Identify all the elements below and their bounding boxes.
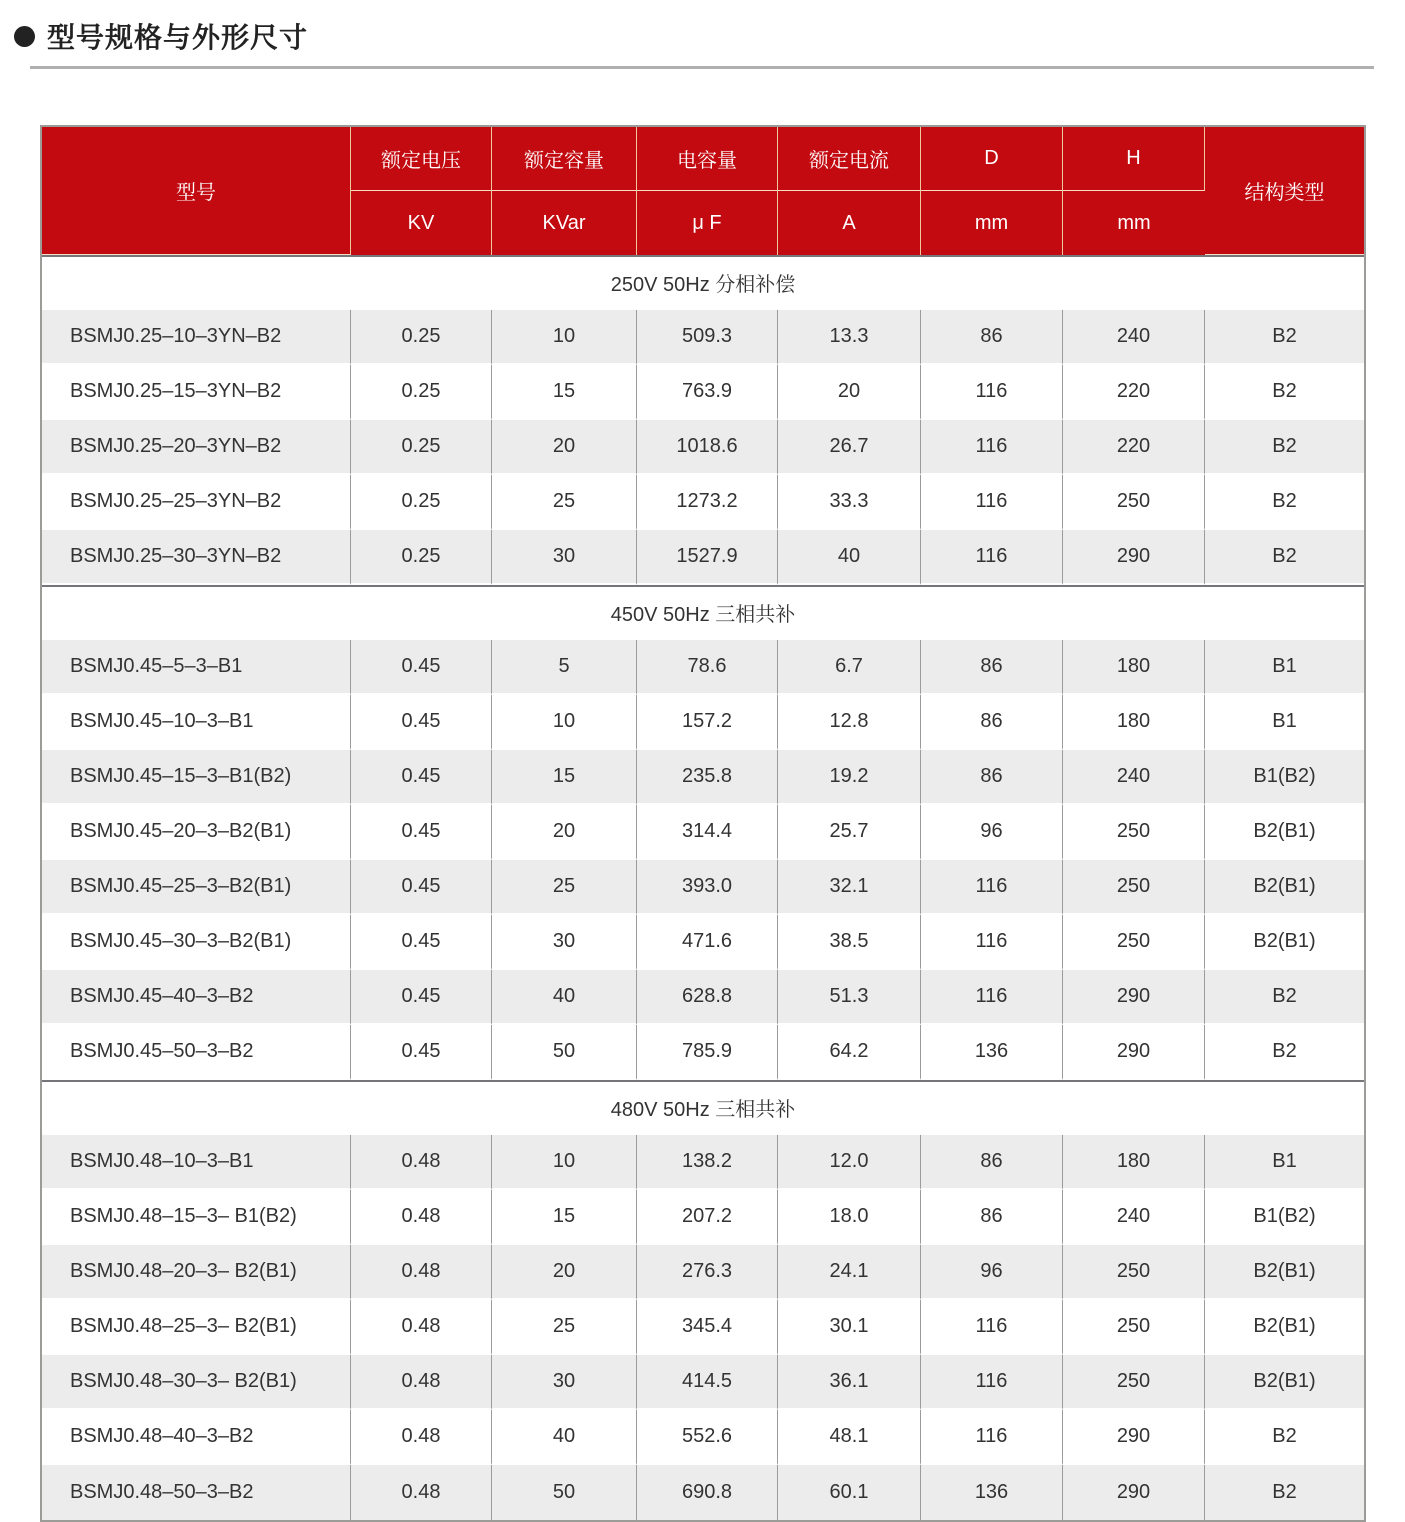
- cell-structure: B1: [1205, 1135, 1364, 1190]
- table-row: [42, 805, 1364, 860]
- cell-d_mm: 86: [921, 310, 1063, 365]
- table-row: [42, 310, 1364, 365]
- cell-model: BSMJ0.45–20–3–B2(B1): [42, 805, 351, 860]
- cell-capacitance_uf: 785.9: [637, 1025, 778, 1080]
- cell-current_a: 13.3: [778, 310, 921, 365]
- section-heading: [0, 0, 1405, 56]
- cell-voltage_kv: 0.48: [351, 1245, 492, 1300]
- cell-voltage_kv: 0.45: [351, 915, 492, 970]
- cell-current_a: 25.7: [778, 805, 921, 860]
- cell-voltage_kv: 0.25: [351, 530, 492, 585]
- table-row: [42, 860, 1364, 915]
- cell-current_a: 12.8: [778, 695, 921, 750]
- cell-current_a: 36.1: [778, 1355, 921, 1410]
- cell-capacitance_uf: 1273.2: [637, 475, 778, 530]
- cell-structure: B2: [1205, 1025, 1364, 1080]
- cell-capacity_kvar: 15: [492, 750, 637, 805]
- header-capacitance: 电容量: [637, 127, 778, 191]
- cell-capacity_kvar: 25: [492, 475, 637, 530]
- cell-h_mm: 180: [1063, 1135, 1205, 1190]
- section-row: [42, 585, 1364, 640]
- cell-capacitance_uf: 138.2: [637, 1135, 778, 1190]
- cell-structure: B2: [1205, 1410, 1364, 1465]
- spec-table: [40, 125, 1366, 1522]
- cell-h_mm: 250: [1063, 1300, 1205, 1355]
- table-row: [42, 1300, 1364, 1355]
- cell-model: BSMJ0.48–40–3–B2: [42, 1410, 351, 1465]
- cell-model: BSMJ0.45–10–3–B1: [42, 695, 351, 750]
- cell-d_mm: 96: [921, 1245, 1063, 1300]
- table-row: [42, 750, 1364, 805]
- cell-capacity_kvar: 50: [492, 1465, 637, 1520]
- cell-d_mm: 96: [921, 805, 1063, 860]
- cell-voltage_kv: 0.48: [351, 1355, 492, 1410]
- cell-structure: B2: [1205, 1465, 1364, 1520]
- cell-structure: B1(B2): [1205, 750, 1364, 805]
- cell-h_mm: 250: [1063, 805, 1205, 860]
- cell-current_a: 20: [778, 365, 921, 420]
- cell-h_mm: 290: [1063, 1465, 1205, 1520]
- cell-model: BSMJ0.48–25–3– B2(B1): [42, 1300, 351, 1355]
- table-row: [42, 1135, 1364, 1190]
- header-structure-type: 结构类型: [1205, 127, 1364, 255]
- cell-voltage_kv: 0.45: [351, 695, 492, 750]
- cell-d_mm: 116: [921, 970, 1063, 1025]
- cell-d_mm: 136: [921, 1025, 1063, 1080]
- cell-h_mm: 250: [1063, 1245, 1205, 1300]
- cell-h_mm: 240: [1063, 1190, 1205, 1245]
- cell-d_mm: 86: [921, 695, 1063, 750]
- cell-voltage_kv: 0.48: [351, 1135, 492, 1190]
- cell-voltage_kv: 0.25: [351, 475, 492, 530]
- cell-capacitance_uf: 345.4: [637, 1300, 778, 1355]
- unit-a: A: [778, 191, 921, 255]
- cell-capacity_kvar: 10: [492, 1135, 637, 1190]
- cell-capacity_kvar: 50: [492, 1025, 637, 1080]
- page-title: 型号规格与外形尺寸: [47, 22, 309, 53]
- cell-structure: B2: [1205, 970, 1364, 1025]
- cell-capacity_kvar: 5: [492, 640, 637, 695]
- cell-voltage_kv: 0.48: [351, 1465, 492, 1520]
- cell-capacity_kvar: 40: [492, 1410, 637, 1465]
- cell-h_mm: 250: [1063, 915, 1205, 970]
- cell-capacitance_uf: 1527.9: [637, 530, 778, 585]
- cell-capacitance_uf: 628.8: [637, 970, 778, 1025]
- cell-current_a: 33.3: [778, 475, 921, 530]
- cell-current_a: 6.7: [778, 640, 921, 695]
- cell-h_mm: 250: [1063, 860, 1205, 915]
- cell-model: BSMJ0.45–30–3–B2(B1): [42, 915, 351, 970]
- cell-capacity_kvar: 30: [492, 915, 637, 970]
- cell-model: BSMJ0.25–25–3YN–B2: [42, 475, 351, 530]
- cell-structure: B2: [1205, 530, 1364, 585]
- cell-current_a: 60.1: [778, 1465, 921, 1520]
- cell-capacitance_uf: 276.3: [637, 1245, 778, 1300]
- table-row: [42, 530, 1364, 585]
- cell-structure: B2(B1): [1205, 1355, 1364, 1410]
- header-height: H: [1063, 127, 1205, 191]
- cell-model: BSMJ0.45–50–3–B2: [42, 1025, 351, 1080]
- cell-model: BSMJ0.25–20–3YN–B2: [42, 420, 351, 475]
- cell-structure: B2(B1): [1205, 860, 1364, 915]
- cell-voltage_kv: 0.45: [351, 860, 492, 915]
- cell-d_mm: 116: [921, 1355, 1063, 1410]
- table-row: [42, 475, 1364, 530]
- cell-h_mm: 250: [1063, 475, 1205, 530]
- cell-current_a: 24.1: [778, 1245, 921, 1300]
- table-row: [42, 365, 1364, 420]
- header-rated-capacity: 额定容量: [492, 127, 637, 191]
- table-body: [42, 255, 1364, 1520]
- table-row: [42, 915, 1364, 970]
- cell-capacity_kvar: 20: [492, 805, 637, 860]
- cell-model: BSMJ0.25–30–3YN–B2: [42, 530, 351, 585]
- cell-capacitance_uf: 552.6: [637, 1410, 778, 1465]
- cell-model: BSMJ0.45–25–3–B2(B1): [42, 860, 351, 915]
- cell-capacity_kvar: 20: [492, 1245, 637, 1300]
- cell-h_mm: 290: [1063, 1025, 1205, 1080]
- cell-voltage_kv: 0.25: [351, 365, 492, 420]
- cell-model: BSMJ0.45–40–3–B2: [42, 970, 351, 1025]
- cell-capacity_kvar: 10: [492, 310, 637, 365]
- cell-current_a: 30.1: [778, 1300, 921, 1355]
- cell-h_mm: 220: [1063, 365, 1205, 420]
- table-row: [42, 1355, 1364, 1410]
- header-model: 型号: [42, 127, 351, 255]
- cell-model: BSMJ0.48–10–3–B1: [42, 1135, 351, 1190]
- table-row: [42, 1190, 1364, 1245]
- cell-d_mm: 136: [921, 1465, 1063, 1520]
- header-diameter: D: [921, 127, 1063, 191]
- cell-model: BSMJ0.25–10–3YN–B2: [42, 310, 351, 365]
- cell-model: BSMJ0.25–15–3YN–B2: [42, 365, 351, 420]
- cell-capacitance_uf: 207.2: [637, 1190, 778, 1245]
- cell-current_a: 32.1: [778, 860, 921, 915]
- table-header: [42, 127, 1364, 255]
- cell-capacitance_uf: 1018.6: [637, 420, 778, 475]
- cell-current_a: 40: [778, 530, 921, 585]
- cell-model: BSMJ0.48–50–3–B2: [42, 1465, 351, 1520]
- cell-capacitance_uf: 690.8: [637, 1465, 778, 1520]
- table-row: [42, 1025, 1364, 1080]
- unit-kv: KV: [351, 191, 492, 255]
- cell-h_mm: 240: [1063, 310, 1205, 365]
- cell-d_mm: 116: [921, 1410, 1063, 1465]
- header-rated-voltage: 额定电压: [351, 127, 492, 191]
- cell-h_mm: 290: [1063, 970, 1205, 1025]
- cell-current_a: 64.2: [778, 1025, 921, 1080]
- cell-voltage_kv: 0.25: [351, 420, 492, 475]
- cell-capacitance_uf: 157.2: [637, 695, 778, 750]
- cell-capacitance_uf: 414.5: [637, 1355, 778, 1410]
- cell-capacity_kvar: 15: [492, 1190, 637, 1245]
- section-row: [42, 1080, 1364, 1135]
- cell-d_mm: 116: [921, 860, 1063, 915]
- cell-capacitance_uf: 471.6: [637, 915, 778, 970]
- unit-uf: μ F: [637, 191, 778, 255]
- cell-current_a: 18.0: [778, 1190, 921, 1245]
- cell-d_mm: 86: [921, 640, 1063, 695]
- cell-h_mm: 180: [1063, 695, 1205, 750]
- unit-h-mm: mm: [1063, 191, 1205, 255]
- cell-structure: B2: [1205, 475, 1364, 530]
- cell-structure: B2(B1): [1205, 805, 1364, 860]
- cell-structure: B2(B1): [1205, 915, 1364, 970]
- cell-voltage_kv: 0.25: [351, 310, 492, 365]
- cell-voltage_kv: 0.45: [351, 805, 492, 860]
- cell-d_mm: 116: [921, 475, 1063, 530]
- cell-h_mm: 240: [1063, 750, 1205, 805]
- cell-d_mm: 86: [921, 1190, 1063, 1245]
- cell-h_mm: 220: [1063, 420, 1205, 475]
- cell-model: BSMJ0.48–20–3– B2(B1): [42, 1245, 351, 1300]
- section-title: 450V 50Hz 三相共补: [42, 585, 1364, 640]
- table-row: [42, 640, 1364, 695]
- cell-current_a: 19.2: [778, 750, 921, 805]
- cell-structure: B1: [1205, 695, 1364, 750]
- cell-structure: B2(B1): [1205, 1300, 1364, 1355]
- cell-h_mm: 250: [1063, 1355, 1205, 1410]
- cell-h_mm: 290: [1063, 530, 1205, 585]
- cell-current_a: 48.1: [778, 1410, 921, 1465]
- cell-structure: B2: [1205, 310, 1364, 365]
- cell-capacitance_uf: 509.3: [637, 310, 778, 365]
- section-title: 480V 50Hz 三相共补: [42, 1080, 1364, 1135]
- cell-d_mm: 116: [921, 530, 1063, 585]
- table-row: [42, 1410, 1364, 1465]
- cell-voltage_kv: 0.45: [351, 1025, 492, 1080]
- cell-h_mm: 290: [1063, 1410, 1205, 1465]
- header-rated-current: 额定电流: [778, 127, 921, 191]
- cell-structure: B2(B1): [1205, 1245, 1364, 1300]
- cell-capacity_kvar: 30: [492, 530, 637, 585]
- cell-d_mm: 116: [921, 420, 1063, 475]
- cell-voltage_kv: 0.45: [351, 970, 492, 1025]
- cell-model: BSMJ0.45–5–3–B1: [42, 640, 351, 695]
- cell-structure: B1(B2): [1205, 1190, 1364, 1245]
- cell-voltage_kv: 0.48: [351, 1410, 492, 1465]
- table-row: [42, 695, 1364, 750]
- cell-model: BSMJ0.48–15–3– B1(B2): [42, 1190, 351, 1245]
- cell-d_mm: 116: [921, 365, 1063, 420]
- table-row: [42, 1245, 1364, 1300]
- cell-current_a: 38.5: [778, 915, 921, 970]
- cell-structure: B2: [1205, 365, 1364, 420]
- cell-capacitance_uf: 78.6: [637, 640, 778, 695]
- cell-h_mm: 180: [1063, 640, 1205, 695]
- section-title: 250V 50Hz 分相补偿: [42, 255, 1364, 310]
- cell-d_mm: 116: [921, 1300, 1063, 1355]
- cell-capacity_kvar: 40: [492, 970, 637, 1025]
- cell-current_a: 51.3: [778, 970, 921, 1025]
- unit-d-mm: mm: [921, 191, 1063, 255]
- cell-voltage_kv: 0.48: [351, 1190, 492, 1245]
- cell-structure: B1: [1205, 640, 1364, 695]
- cell-structure: B2: [1205, 420, 1364, 475]
- cell-capacity_kvar: 25: [492, 860, 637, 915]
- cell-d_mm: 86: [921, 1135, 1063, 1190]
- cell-current_a: 26.7: [778, 420, 921, 475]
- cell-voltage_kv: 0.45: [351, 750, 492, 805]
- table-row: [42, 1465, 1364, 1520]
- cell-d_mm: 116: [921, 915, 1063, 970]
- cell-current_a: 12.0: [778, 1135, 921, 1190]
- table-row: [42, 970, 1364, 1025]
- cell-capacity_kvar: 10: [492, 695, 637, 750]
- cell-voltage_kv: 0.48: [351, 1300, 492, 1355]
- cell-capacitance_uf: 393.0: [637, 860, 778, 915]
- bullet-icon: [14, 26, 35, 47]
- cell-capacitance_uf: 763.9: [637, 365, 778, 420]
- cell-capacitance_uf: 235.8: [637, 750, 778, 805]
- cell-capacity_kvar: 20: [492, 420, 637, 475]
- cell-model: BSMJ0.48–30–3– B2(B1): [42, 1355, 351, 1410]
- cell-capacity_kvar: 25: [492, 1300, 637, 1355]
- cell-capacitance_uf: 314.4: [637, 805, 778, 860]
- heading-divider: [30, 66, 1374, 69]
- table-row: [42, 420, 1364, 475]
- cell-capacity_kvar: 30: [492, 1355, 637, 1410]
- cell-d_mm: 86: [921, 750, 1063, 805]
- section-row: [42, 255, 1364, 310]
- cell-capacity_kvar: 15: [492, 365, 637, 420]
- cell-model: BSMJ0.45–15–3–B1(B2): [42, 750, 351, 805]
- cell-voltage_kv: 0.45: [351, 640, 492, 695]
- unit-kvar: KVar: [492, 191, 637, 255]
